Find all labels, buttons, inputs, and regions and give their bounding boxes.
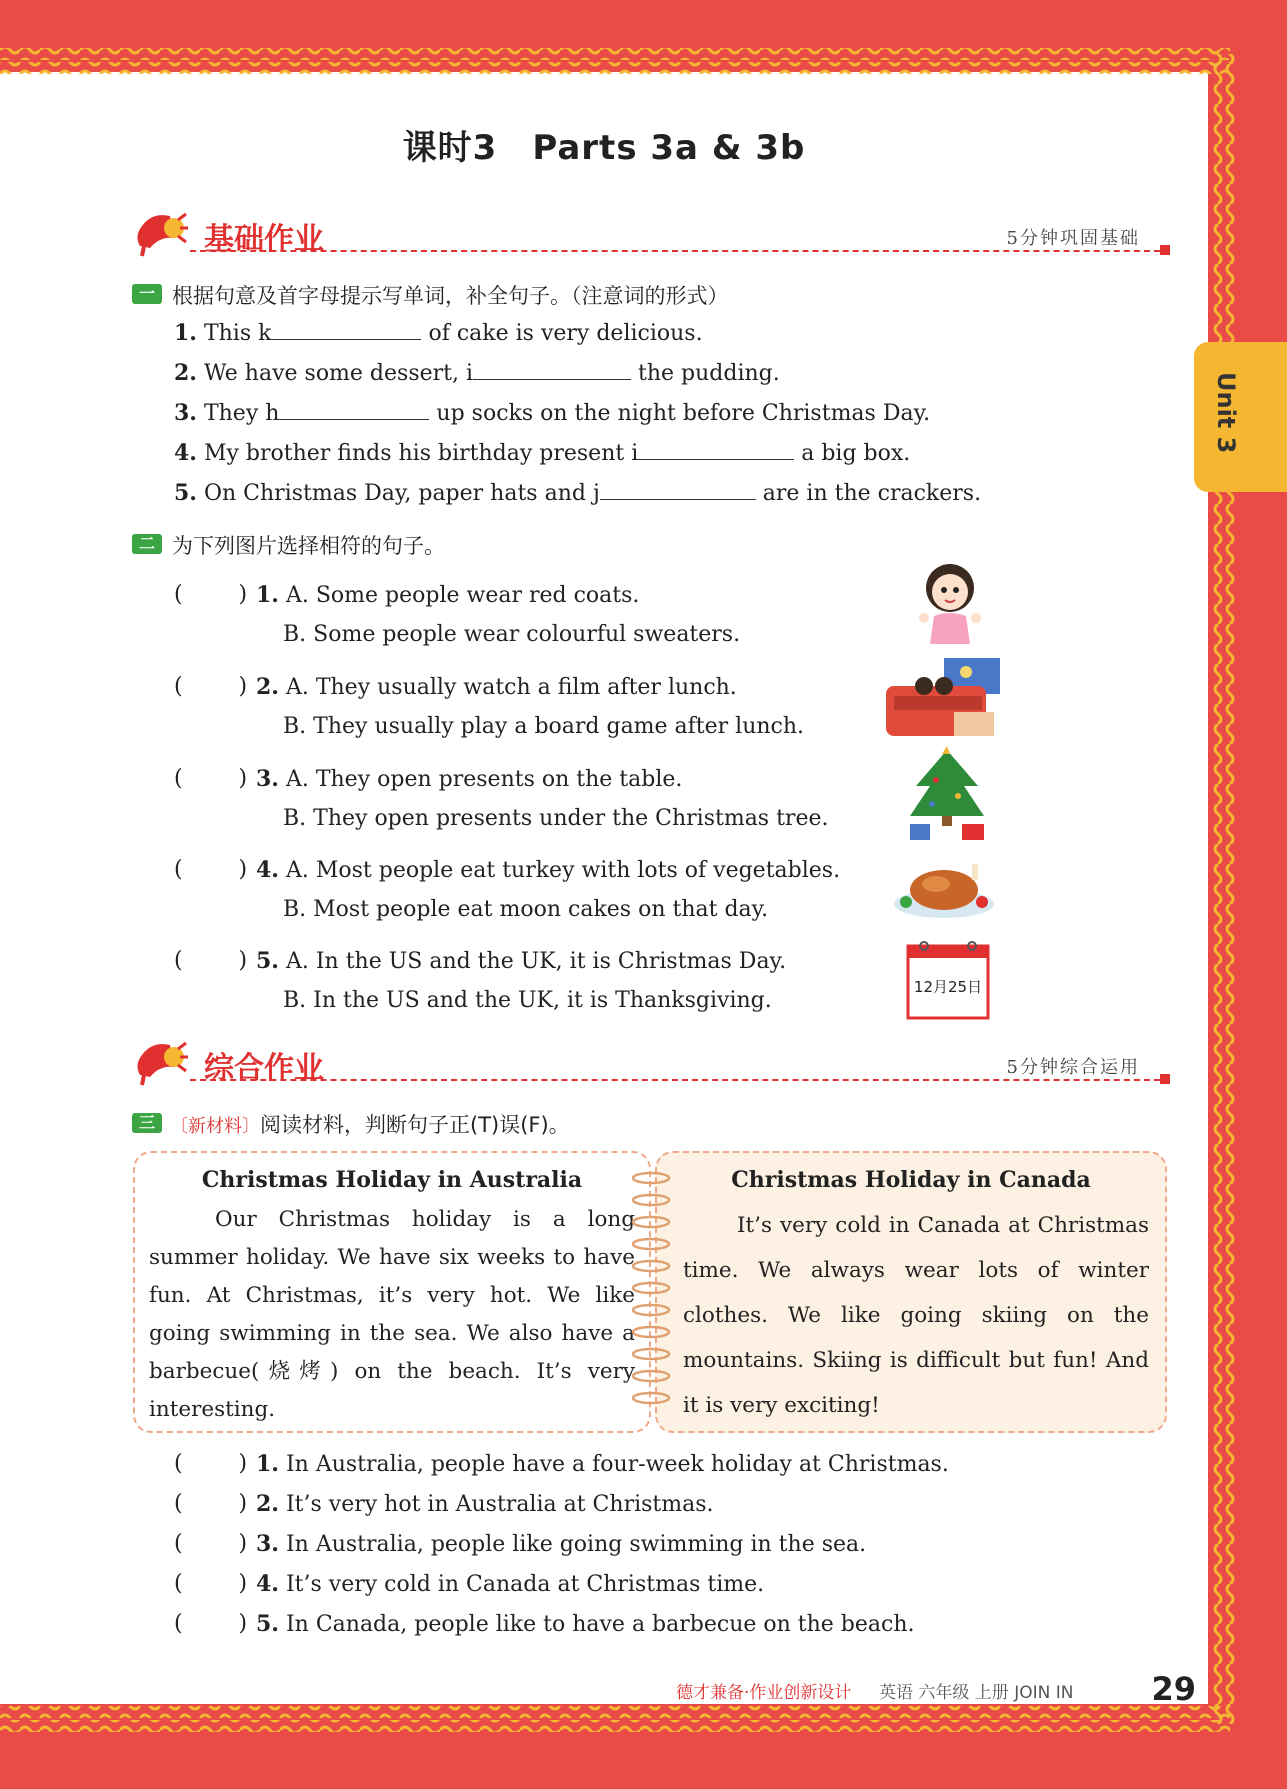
notebook-rings [628, 1170, 674, 1420]
section-note: 5分钟巩固基础 [1006, 228, 1140, 249]
unit-tab-label: Unit 3 [1212, 372, 1240, 454]
tf-item-5: 5. In Canada, people like to have a barbecue on the beach. [256, 1611, 915, 1637]
part1-instruction: 根据句意及首字母提示写单词，补全句子。（注意词的形式） [172, 284, 729, 308]
answer-paren[interactable]: ( ) [174, 1491, 248, 1516]
answer-paren[interactable]: ( ) [174, 857, 248, 882]
horn-icon [130, 206, 188, 258]
part-tag-1: 一 [132, 284, 162, 304]
fill-item-3: 3. They h up socks on the night before Christmas Day. [174, 400, 931, 426]
fill-item-5: 5. On Christmas Day, paper hats and j are in the crackers. [174, 480, 982, 506]
choice-item-5b: B. In the US and the UK, it is Thanksgiving. [283, 988, 772, 1013]
fill-item-4: 4. My brother finds his birthday present i a big box. [174, 440, 911, 466]
choice-item-3a: 3. A. They open presents on the table. [256, 766, 683, 792]
section-header-integrated [130, 1035, 1170, 1087]
answer-paren[interactable]: ( ) [174, 766, 248, 791]
unit-tab[interactable] [1194, 342, 1287, 492]
tf-item-4: 4. It’s very cold in Canada at Christmas time. [256, 1571, 765, 1597]
divider [190, 250, 1170, 252]
reading-title: Christmas Holiday in Canada [731, 1167, 1091, 1193]
choice-item-4a: 4. A. Most people eat turkey with lots of vegetables. [256, 857, 841, 883]
page-footer [676, 1672, 1196, 1706]
page-number: 29 [1151, 1670, 1196, 1708]
section-note: 5分钟综合运用 [1006, 1057, 1140, 1078]
answer-paren[interactable]: ( ) [174, 582, 248, 607]
answer-paren[interactable]: ( ) [174, 948, 248, 973]
choice-item-4b: B. Most people eat moon cakes on that day. [283, 897, 769, 922]
part-tag-3: 三 [132, 1113, 162, 1133]
reading-box-australia [133, 1151, 651, 1433]
fill-item-1: 1. This k of cake is very delicious. [174, 320, 703, 346]
choice-item-5a: 5. A. In the US and the UK, it is Christmas Day. [256, 948, 787, 974]
choice-item-1a: 1. A. Some people wear red coats. [256, 582, 640, 608]
christmas-tree-picture [906, 746, 988, 842]
reading-box-canada [655, 1151, 1167, 1433]
choice-item-2a: 2. A. They usually watch a film after lunch. [256, 674, 737, 700]
girl-picture [908, 556, 992, 646]
tf-item-3: 3. In Australia, people like going swimming in the sea. [256, 1531, 867, 1557]
reading-text: It’s very cold in Canada at Christmas time. We always wear lots of winter clothes. We like going skiing on the mountains. Skiing is difficult but fun! And it is very exciting! [683, 1213, 1149, 1418]
answer-blank[interactable] [279, 400, 429, 420]
tf-item-1: 1. In Australia, people have a four-week holiday at Christmas. [256, 1451, 949, 1477]
divider-end [1160, 245, 1170, 255]
choice-item-2b: B. They usually play a board game after lunch. [283, 714, 805, 739]
footer-subject: 英语 六年级 上册 JOIN IN [879, 1683, 1074, 1703]
reading-text: Our Christmas holiday is a long summer holiday. We have six weeks to have fun. At Christmas, it’s very hot. We like going swimming in the sea. We also have a barbecue(烧烤) on the beach. It’s very interesting. [149, 1207, 635, 1422]
tf-item-2: 2. It’s very hot in Australia at Christmas. [256, 1491, 714, 1517]
part3-instruction: 〔新材料〕阅读材料，判断句子正(T)误(F)。 [170, 1113, 570, 1137]
divider [190, 1079, 1170, 1081]
answer-paren[interactable]: ( ) [174, 674, 248, 699]
answer-paren[interactable]: ( ) [174, 1611, 248, 1636]
cinema-picture [884, 656, 1004, 740]
divider-end [1160, 1074, 1170, 1084]
fill-item-2: 2. We have some dessert, i the pudding. [174, 360, 780, 386]
answer-paren[interactable]: ( ) [174, 1451, 248, 1476]
footer-brand: 德才兼备·作业创新设计 [676, 1683, 852, 1703]
turkey-picture [892, 856, 996, 920]
choice-item-1b: B. Some people wear colourful sweaters. [283, 622, 741, 647]
answer-blank[interactable] [271, 320, 421, 340]
page-title: 课时3 Parts 3a & 3b [402, 128, 806, 168]
answer-paren[interactable]: ( ) [174, 1531, 248, 1556]
calendar-picture [906, 940, 992, 1020]
section-title: 基础作业 [204, 222, 324, 257]
answer-blank[interactable] [600, 480, 756, 500]
choice-item-3b: B. They open presents under the Christmas tree. [283, 806, 829, 831]
section-header-basic [130, 206, 1170, 258]
part-tag-2: 二 [132, 534, 162, 554]
answer-blank[interactable] [473, 360, 631, 380]
answer-blank[interactable] [638, 440, 794, 460]
part2-instruction: 为下列图片选择相符的句子。 [172, 534, 445, 558]
answer-paren[interactable]: ( ) [174, 1571, 248, 1596]
calendar-date-text: 12月25日 [913, 978, 983, 996]
section-title: 综合作业 [204, 1051, 324, 1086]
reading-title: Christmas Holiday in Australia [201, 1167, 583, 1193]
new-material-tag: 〔新材料〕 [170, 1116, 260, 1137]
horn-icon [130, 1035, 188, 1087]
